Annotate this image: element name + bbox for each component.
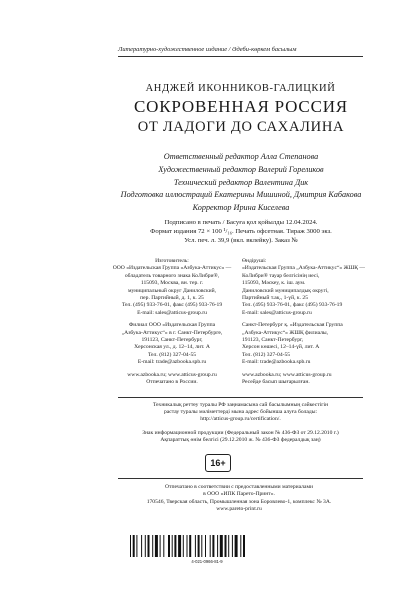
publisher-line: Даниловский муниципалдық округі, (242, 287, 329, 294)
publisher-line: Тел. (812) 327-04-55 (147, 351, 197, 358)
publisher-line: обладатель товарного знака КоЛибри®, (124, 272, 220, 279)
publisher-column-kazakh (242, 258, 374, 387)
publisher-line: муниципальный округ Даниловский, (127, 287, 217, 294)
publisher-line: E-mail: sales@atticus-group.ru (242, 309, 312, 316)
publisher-line: www.azbooka.ru; www.atticus-group.ru (127, 371, 217, 378)
publisher-line: Херсон көшесі, 12–14-үй, лит. А (242, 344, 320, 351)
credit-line: Ответственный редактор Алла Степанова (163, 152, 319, 161)
law-line: Знак информационной продукции (Федеральный закон № 436-ФЗ от 29.12.2010 г.) (142, 430, 339, 436)
publisher-line: 115093, Мәскеу, к. іш. аум. (242, 280, 306, 287)
publisher-line: „Азбука-Аттикус“» ЖШҚ филиалы, (242, 329, 329, 336)
lower-rule (118, 478, 363, 479)
credit-line: Корректор Ирина Киселева (192, 203, 290, 213)
book-subtitle: ОТ ЛАДОГИ ДО САХАЛИНА (137, 119, 345, 135)
publisher-line: пер. Партийный, д. 1, к. 25 (140, 295, 204, 302)
editorial-credits (100, 151, 382, 215)
barcode-icon (130, 535, 278, 557)
publisher-line: Отпечатано в России. (146, 379, 198, 386)
printer-info (108, 484, 370, 514)
publisher-line: ООО «Издательская Группа «Азбука-Аттикус» — (112, 265, 232, 272)
publisher-line: Тел. (495) 933-76-01, факс (495) 933-76-19 (242, 302, 343, 309)
top-rule (118, 56, 363, 57)
series-note: Литературно-художественное издание / Әдеби-көркем басылым (118, 46, 297, 53)
printer-line: www.pareto-print.ru (216, 506, 262, 513)
tech-line: Техникалық реттеу туралы РФ заңнамасына сай басылымның сәйкестігін (152, 402, 329, 408)
publisher-line: Тел. (495) 933-76-01, факс (495) 933-76-19 (121, 302, 223, 309)
publisher-line: 115093, Москва, вн. тер. г. (140, 280, 204, 287)
tech-line: http://atticus-group.ru/certification/. (200, 416, 281, 423)
law-line: Ақпараттық өнім белгісі (29.12.2010 ж. № 436-ФЗ федералдық заң) (160, 437, 321, 444)
book-title: СОКРОВЕННАЯ РОССИЯ (134, 97, 348, 116)
publisher-column-russian (106, 258, 238, 387)
publisher-line: «Издательская Группа „Азбука-Аттикус“» ЖШҚ — (242, 265, 365, 272)
publisher-line: Санкт-Петербург қ. «Издательская Группа (242, 322, 343, 329)
law-marks (118, 430, 363, 444)
publisher-line: E-mail: trade@azbooka.spb.ru (137, 359, 207, 366)
print-info-line: Подписано в печать / Басуға қол қойылды 12.04.2024. (164, 219, 318, 226)
publisher-line: Филиал ООО «Издательская Группа (128, 322, 216, 329)
publisher-line: E-mail: sales@atticus-group.ru (137, 309, 207, 316)
printer-line: Отпечатано в соответствии с предоставленными материалами (165, 484, 313, 490)
age-rating-badge: 16+ (205, 454, 231, 472)
book-author: АНДЖЕЙ ИКОННИКОВ-ГАЛИЦКИЙ (145, 83, 336, 94)
publisher-line: Изготовитель: (155, 258, 189, 264)
printer-line: в ООО «ИПК Парето-Принт». (203, 491, 275, 498)
publisher-line: www.azbooka.ru; www.atticus-group.ru (242, 371, 332, 378)
publisher-line: Херсонская ул., д. 12–14, лит. А (134, 344, 210, 351)
credit-line: Технический редактор Валентина Дик (173, 177, 309, 187)
print-info (100, 218, 382, 246)
printer-line: 170546, Тверская область, Промышленная зона Боровлево-1, комплекс № 3А. (146, 498, 332, 505)
publisher-line: Тел. (812) 327-04-55 (242, 351, 291, 358)
publisher-line: Ресейде басып шығарылған. (242, 379, 310, 386)
credit-line: Подготовка иллюстраций Екатерины Мишиной, Дмитрия Кабакова (120, 190, 362, 200)
publisher-line: „Азбука-Аттикус“» в г. Санкт-Петербурге, (121, 329, 223, 336)
publisher-line: 191123, Санкт-Петербург, (242, 337, 304, 344)
tech-line: растау туралы мәліметтерді мына адрес бойынша алуға болады: (163, 409, 318, 416)
tech-regulation (118, 402, 363, 424)
publisher-line: 191123, Санкт-Петербург, (141, 337, 203, 344)
publisher-line: E-mail: trade@azbooka.spb.ru (242, 359, 311, 366)
isbn-number: 4-021-0966-81-9 (191, 559, 223, 564)
publisher-line: Өндіруші: (242, 258, 267, 264)
publisher-line: Партийный т.ақ., 1-үй, к. 25 (242, 295, 308, 302)
publisher-line: КоЛибри® тауар белгісінің иесі, (242, 272, 320, 279)
print-info-line: Формат издания 72 × 100 ¹/₁₆. Печать офсетная. Тираж 3000 экз. (150, 228, 332, 236)
credit-line: Художественный редактор Валерий Гореликов (158, 164, 324, 174)
print-info-line: Усл. печ. л. 39,9 (вкл. вклейку). Заказ № (184, 237, 298, 245)
mid-rule (118, 397, 363, 398)
